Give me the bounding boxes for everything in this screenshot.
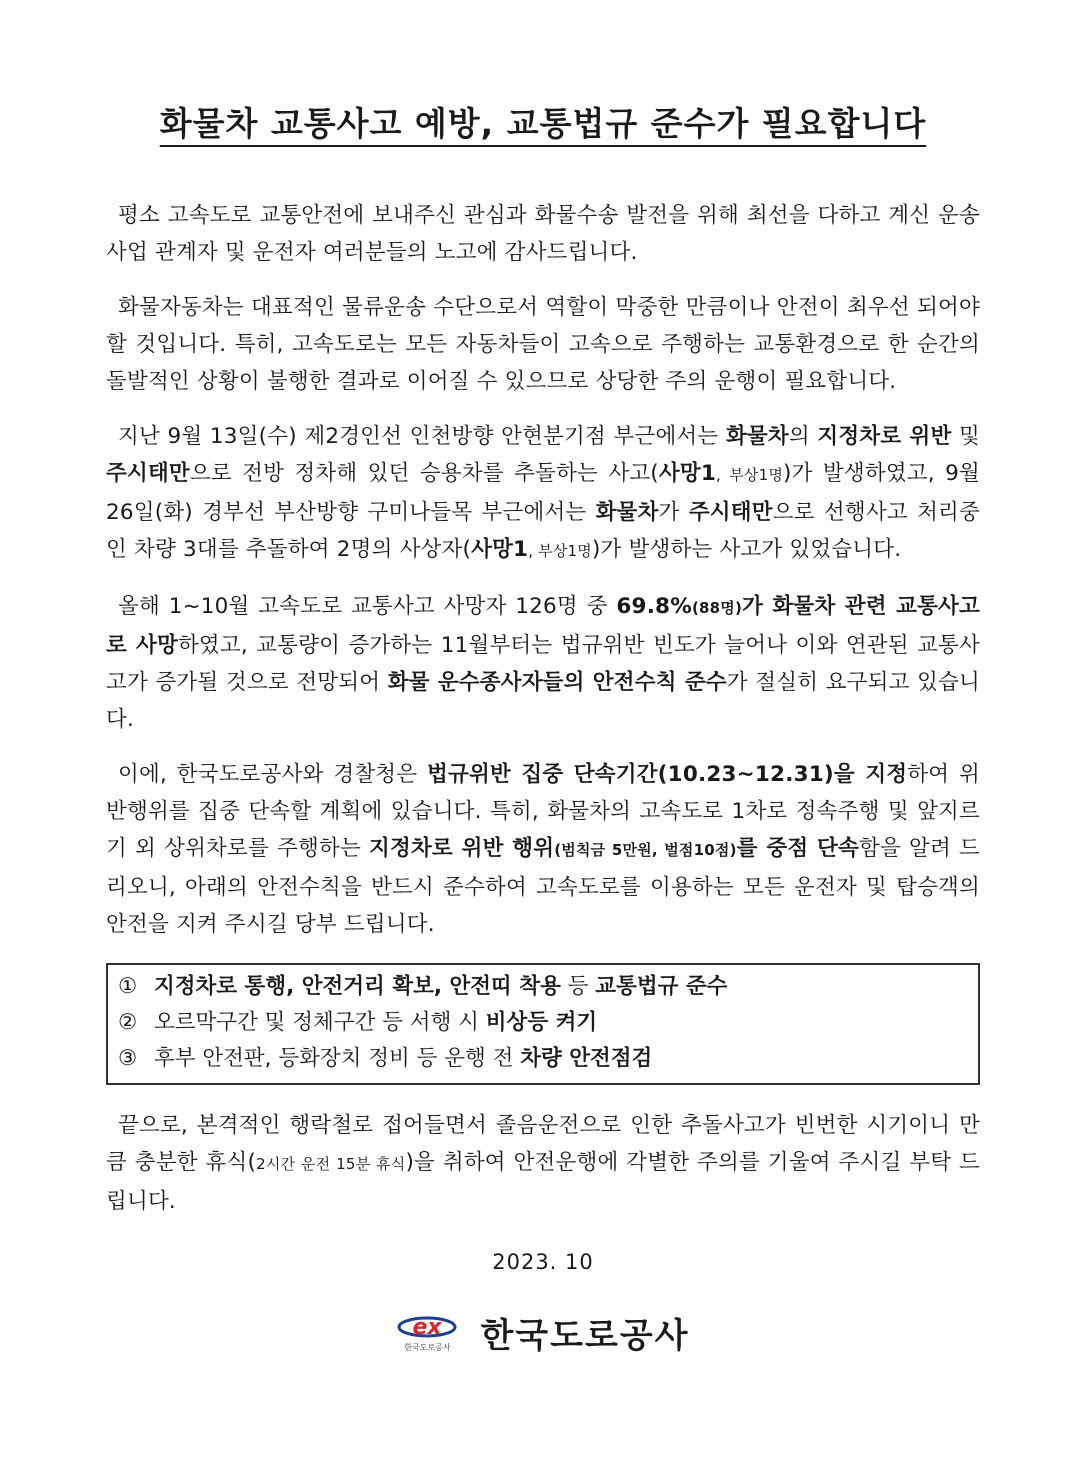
page-title: 화물차 교통사고 예방, 교통법규 준수가 필요합니다 — [159, 104, 927, 143]
paragraph-accidents: 지난 9월 13일(수) 제2경인선 인천방향 안현분기점 부근에서는 화물차의 지정차로 위반 및 주시태만으로 전방 정차해 있던 승용차를 추돌하는 사고(사망1, 부상1명)가 발생하였고, 9월 26일(화) 경부선 부산방향 구미나들목 부근에서는 화물차가 주시태만으로 선행사고 처리중인 차량 3대를 추돌하여 2명의 사상자(사망1, 부상1명)가 발생하는 사고가 있었습니다. — [106, 424, 980, 562]
rule-number: ② — [118, 1010, 138, 1035]
organization-name: 한국도로공사 — [480, 1316, 690, 1356]
paragraph-greeting: 평소 고속도로 교통안전에 보내주신 관심과 화물수송 발전을 위해 최선을 다하고 계신 운송사업 관계자 및 운전자 여러분들의 노고에 감사드립니다. — [106, 203, 980, 265]
safety-rules-box — [106, 963, 980, 1085]
paragraph-statistics: 올해 1~10월 고속도로 교통사고 사망자 126명 중 69.8%(88명)가 화물차 관련 교통사고로 사망하였고, 교통량이 증가하는 11월부터는 법규위반 빈도가 늘어나 이와 연관된 교통사고가 증가될 것으로 전망되어 화물 운수종사자들의 안전수칙 준수가 절실히 요구되고 있습니다. — [106, 594, 981, 732]
paragraph-importance: 화물자동차는 대표적인 물류운송 수단으로서 역할이 막중한 만큼이나 안전이 최우선 되어야 할 것입니다. 특히, 고속도로는 모든 자동차들이 고속으로 주행하는 교통환경으로 한 순간의 돌발적인 상황이 불행한 결과로 이어질 수 있으므로 상당한 주의 운행이 필요합니다. — [106, 295, 980, 394]
safety-rule-item: ① 지정차로 통행, 안전거리 확보, 안전띠 착용 등 교통법규 준수 — [118, 969, 968, 1005]
safety-rule-item: ② 오르막구간 및 정체구간 등 서행 시 비상등 켜기 — [118, 1005, 968, 1041]
rule-number: ① — [118, 974, 138, 999]
rule-number: ③ — [118, 1046, 138, 1071]
svg-text:ex: ex — [412, 1314, 443, 1340]
paragraph-enforcement: 이에, 한국도로공사와 경찰청은 법규위반 집중 단속기간(10.23~12.31)을 지정하여 위반행위를 집중 단속할 계획에 있습니다. 특히, 화물차의 고속도로 1차로 정속주행 및 앞지르기 외 상위차로를 주행하는 지정차로 위반 행위(범칙금 5만원, 벌점10점)를 중점 단속함을 알려 드리오니, 아래의 안전수칙을 반드시 준수하여 고속도로를 이용하는 모든 운전자 및 탑승객의 안전을 지켜 주시길 당부 드립니다. — [106, 762, 980, 937]
ex-logo-icon — [396, 1313, 458, 1341]
footer — [106, 1308, 980, 1357]
safety-rule-item: ③ 후부 안전판, 등화장치 정비 등 운행 전 차량 안전점검 — [118, 1041, 968, 1077]
logo-subtitle: 한국도로공사 — [404, 1342, 451, 1352]
document-date: 2023. 10 — [492, 1250, 594, 1274]
ex-logo — [396, 1313, 458, 1353]
paragraph-closing: 끝으로, 본격적인 행락철로 접어들면서 졸음운전으로 인한 추돌사고가 빈번한 시기이니 만큼 충분한 휴식(2시간 운전 15분 휴식)을 취하여 안전운행에 각별한 주의를 기울여 주시길 부탁 드립니다. — [106, 1113, 980, 1214]
